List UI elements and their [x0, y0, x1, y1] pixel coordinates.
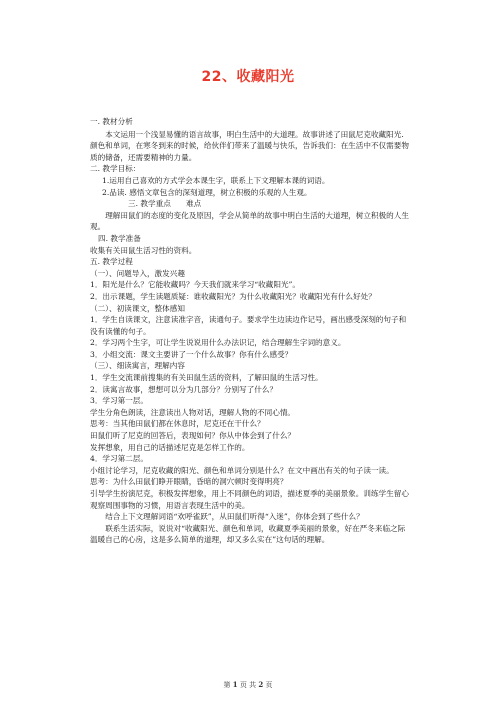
- paragraph: 一. 教材分析: [90, 117, 133, 126]
- paragraph: （一）、问题导入，激发兴趣: [90, 268, 185, 278]
- footer-suffix: 页: [265, 681, 273, 689]
- footer-total-pages: 2: [258, 680, 264, 689]
- paragraph: 二. 教学目标：: [90, 164, 141, 174]
- footer-prefix: 第: [223, 681, 231, 689]
- document-body: [90, 116, 410, 546]
- paragraph: 1.运用自己喜欢的方式学会本课生字，联系上下文理解本课的词语。: [102, 175, 330, 185]
- paragraph: 本文运用一个浅显易懂的语言故事，明白生活中的大道理。故事讲述了田鼠尼克收藏阳光. 颜色和单词，在寒冬到来的时候，给伙伴们带来了温暖与快乐，告诉我们：在生活中不仅需要物质的储备，还需要精神的力量。: [90, 129, 409, 162]
- paragraph: 2.品读. 感悟文章包含的深刻道理，树立积极的乐观的人生观。: [102, 187, 312, 197]
- paragraph: 发挥想象，用自己的话描述尼克是怎样工作的。: [90, 442, 250, 452]
- paragraph: （二）、初读课文，整体感知: [90, 303, 185, 313]
- paragraph: 四. 教学准备: [98, 233, 141, 243]
- paragraph: 五. 教学过程: [90, 257, 133, 267]
- paragraph: 小组讨论学习，尼克收藏的阳光、颜色和单词分别是什么？在文中画出有关的句子读一读。: [90, 465, 394, 475]
- paragraph: 1．学生交流课前搜集的有关田鼠生活的资料，了解田鼠的生活习性。: [90, 373, 323, 383]
- paragraph: 思考：当其他田鼠们都在休息时，尼克还在干什么？: [90, 419, 265, 429]
- paragraph: 结合上下文理解词语“欢呼雀跃”，从田鼠们听得“入迷”，你体会到了些什么？: [105, 512, 364, 522]
- footer-page-number: 1: [232, 680, 238, 689]
- paragraph: 学生分角色朗读，注意读出人物对话，理解人物的不同心情。: [90, 407, 296, 417]
- paragraph: 收集有关田鼠生活习性的资料。: [90, 245, 197, 255]
- paragraph: 引导学生扮演尼克，积极发挥想象，用上不同颜色的词语，描述夏季的美丽景象。训练学生留心观察周围事物的习惯，用语言表现生活中的美。: [90, 489, 409, 510]
- footer-mid: 页 共: [239, 681, 257, 689]
- paragraph: 3．学习第一层。: [90, 396, 148, 406]
- paragraph: 4．学习第二层。: [90, 454, 148, 464]
- paragraph: 1．学生自读课文，注意读准字音，读通句子。要求学生边读边作记号，画出感受深刻的句子和没有读懂的句子。: [90, 315, 407, 336]
- paragraph: 思考：为什么田鼠们睁开眼睛，昏暗的洞穴顿时变得明亮？: [90, 477, 288, 487]
- paragraph: 理解田鼠们的态度的变化及原因，学会从简单的故事中明白生活的大道理，树立积极的人生观。: [90, 210, 409, 232]
- paragraph: 2．学习两个生字，可让学生说说用什么办法识记，结合理解生字词的意义。: [90, 338, 346, 348]
- paragraph: 2．读寓言故事，想想可以分为几部分？分别写了什么？: [90, 384, 278, 394]
- paragraph: 2．出示课题，学生读题质疑：谁收藏阳光？为什么收藏阳光？收藏阳光有什么好处？: [90, 291, 376, 301]
- paragraph: 田鼠们听了尼克的回答后，表现如何？你从中体会到了什么？: [90, 431, 296, 441]
- paragraph: 1．阳光是什么？它能收藏吗？今天我们就来学习“收藏阳光”。: [90, 280, 301, 290]
- paragraph: （三）、细读寓言，理解内容: [90, 361, 185, 371]
- paragraph: 三. 教学重点 难点: [128, 199, 202, 209]
- document-title: 22、收藏阳光: [201, 69, 295, 85]
- page-footer: [0, 680, 496, 690]
- paragraph: 3．小组交流：课文主要讲了一个什么故事？你有什么感受？: [90, 349, 293, 359]
- paragraph: 联系生活实际，说说对“收藏阳光、颜色和单词，收藏夏季美丽的景象，好在严冬来临之际温暖自己的心房，这是多么简单的道理，却又多么实在”这句话的理解。: [90, 523, 406, 545]
